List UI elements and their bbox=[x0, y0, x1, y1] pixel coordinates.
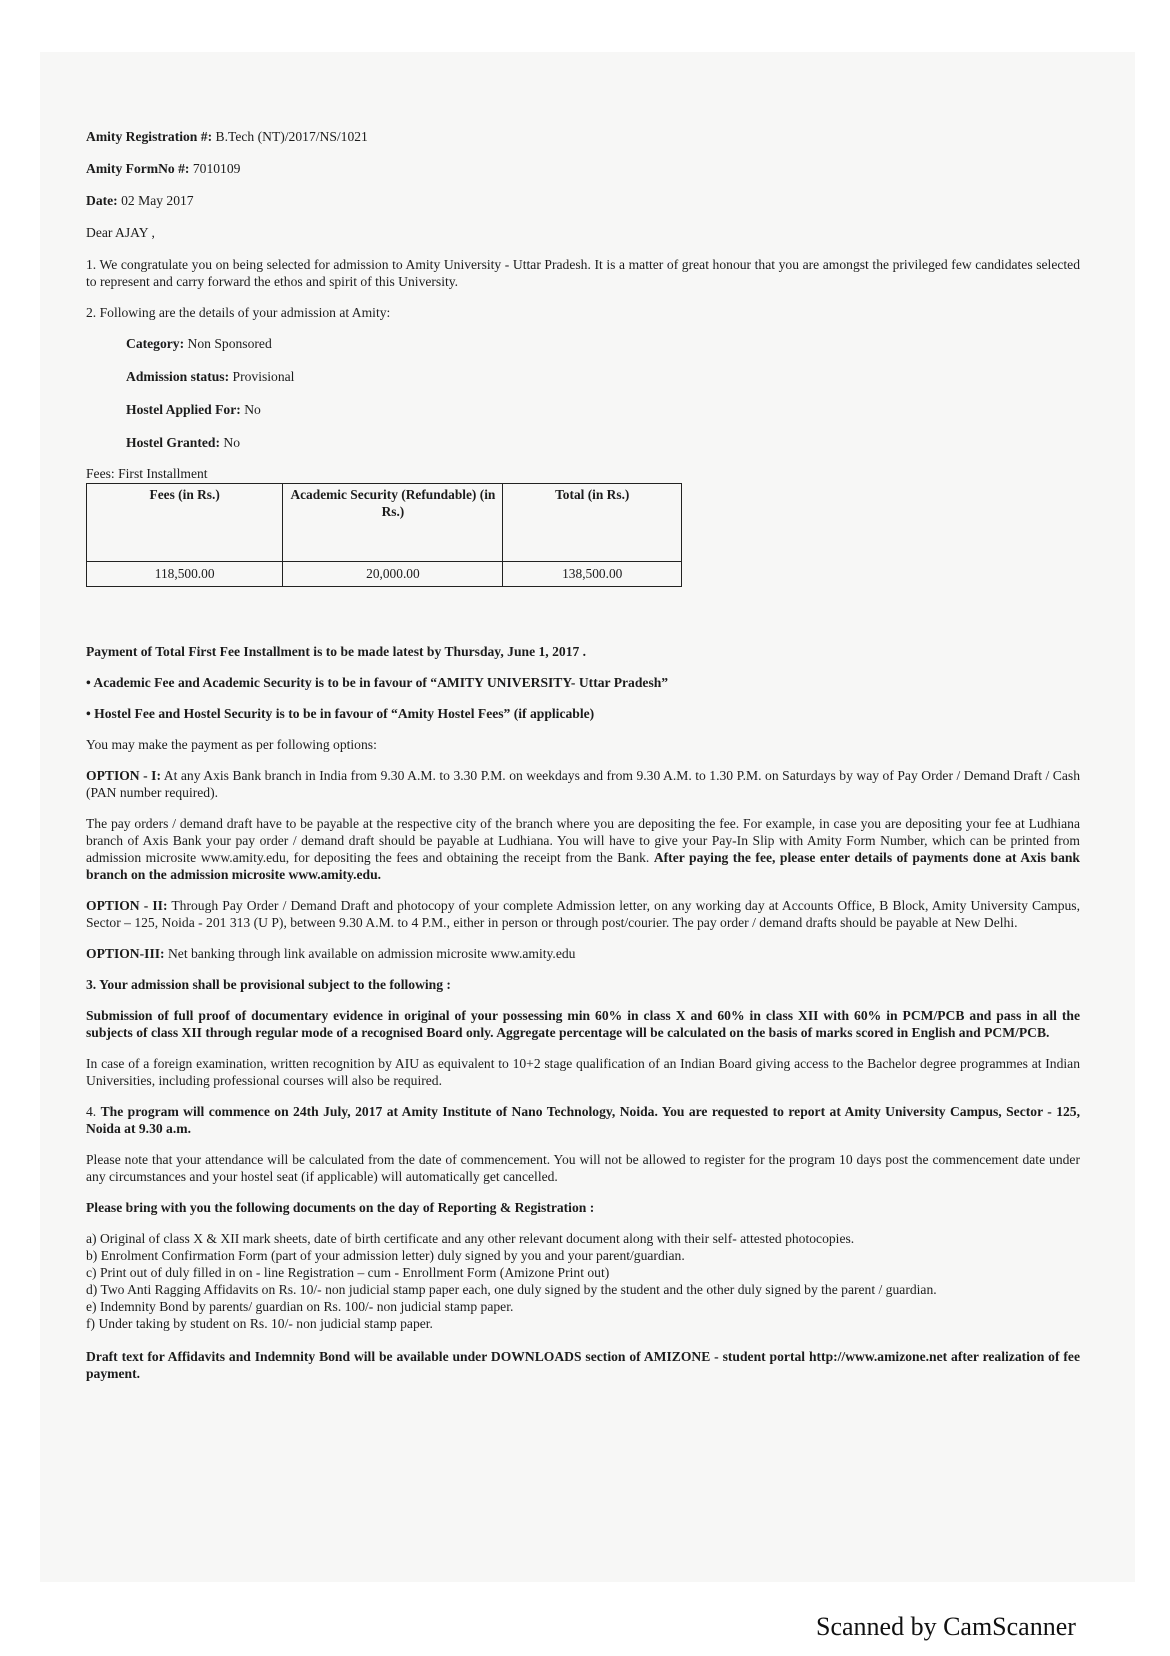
option-one-note-text: The pay orders / demand draft have to be payable at the respective city of the branch where you are depositing the fee. For example, in case you are depositing your fee at Ludhiana branch of Axis Bank your pay order / demand draft should be payable at Ludhiana. You will have to give your Pay-In Slip with Amity Form Number, which can be printed from admission microsite www.amity.edu, for depositing the fees and obtaining the receipt from the Bank. bbox=[86, 816, 1080, 865]
commencement-text: The program will commence on 24th July, 2017 at Amity Institute of Nano Technology, Noida. You are requested to report at Amity University Campus, Sector - 125, Noida at 9.30 a.m. bbox=[86, 1104, 1080, 1136]
details-intro: 2. Following are the details of your admission at Amity: bbox=[86, 305, 391, 320]
option-one-text: At any Axis Bank branch in India from 9.30 A.M. to 3.30 P.M. on weekdays and from 9.30 A.M. to 1.30 P.M. on Saturdays by way of Pay Order / Demand Draft / Cash (PAN number required). bbox=[86, 768, 1080, 800]
congratulation-paragraph: 1. We congratulate you on being selected for admission to Amity University - Uttar Pradesh. It is a matter of great honour that you are amongst the privileged few candidates selected to represent and carry forward the ethos and spirit of this University. bbox=[86, 257, 1080, 289]
payment-deadline-text: Payment of Total First Fee Installment is to be made latest by Thursday, June 1, 2017 . bbox=[86, 644, 587, 659]
form-number-line bbox=[86, 160, 1080, 177]
option-two-text: Through Pay Order / Demand Draft and photocopy of your complete Admission letter, on any working day at Accounts Office, B Block, Amity University Campus, Sector – 125, Noida - 201 313 (U P), between 9.30 A.M. to 4 P.M., either in person or through post/courier. The pay order / demand drafts should be payable at New Delhi. bbox=[86, 898, 1080, 930]
commencement-number: 4. bbox=[86, 1104, 97, 1119]
option-three-text: Net banking through link available on admission microsite www.amity.edu bbox=[167, 946, 576, 961]
option-one bbox=[86, 767, 1080, 801]
foreign-exam-paragraph: In case of a foreign examination, written recognition by AIU as equivalent to 10+2 stage qualification of an Indian Board giving access to the Bachelor degree programmes at Indian Universities, including professional courses will also be required. bbox=[86, 1056, 1080, 1088]
total-value: 138,500.00 bbox=[503, 562, 682, 587]
detail-hostel-granted bbox=[126, 434, 1080, 451]
option-three-label: OPTION-III: bbox=[86, 946, 165, 961]
fees-value: 118,500.00 bbox=[87, 562, 283, 587]
detail-label: Hostel Applied For: bbox=[126, 402, 241, 417]
documents-list bbox=[86, 1230, 1080, 1332]
option-two-label: OPTION - II: bbox=[86, 898, 168, 913]
admission-letter bbox=[86, 128, 1080, 1396]
scanner-watermark: Scanned by CamScanner bbox=[816, 1612, 1076, 1641]
draft-text: Draft text for Affidavits and Indemnity Bond will be available under DOWNLOADS section of AMIZONE - student portal http://www.amizone.net after realization of fee payment. bbox=[86, 1349, 1080, 1381]
total-header: Total (in Rs.) bbox=[503, 484, 682, 562]
documents-heading bbox=[86, 1199, 1080, 1216]
table-header-row bbox=[87, 484, 682, 562]
attendance-note: Please note that your attendance will be calculated from the date of commencement. You will not be allowed to register for the program 10 days post the commencement date under any circumstances and your hostel seat (if applicable) will automatically get cancelled. bbox=[86, 1152, 1080, 1184]
registration-value: B.Tech (NT)/2017/NS/1021 bbox=[215, 129, 368, 144]
date-value: 02 May 2017 bbox=[121, 193, 194, 208]
option-three bbox=[86, 945, 1080, 962]
registration-label: Amity Registration #: bbox=[86, 129, 213, 144]
fees-label: Fees: First Installment bbox=[86, 466, 208, 481]
salutation: Dear AJAY , bbox=[86, 225, 155, 240]
documents-heading-text: Please bring with you the following documents on the day of Reporting & Registration : bbox=[86, 1200, 595, 1215]
security-value: 20,000.00 bbox=[283, 562, 503, 587]
option-one-note bbox=[86, 815, 1080, 883]
form-number-label: Amity FormNo #: bbox=[86, 161, 190, 176]
form-number-value: 7010109 bbox=[192, 161, 241, 176]
date-label: Date: bbox=[86, 193, 118, 208]
detail-label: Category: bbox=[126, 336, 185, 351]
option-one-label: OPTION - I: bbox=[86, 768, 161, 783]
detail-label: Hostel Granted: bbox=[126, 435, 221, 450]
draft-text-paragraph bbox=[86, 1348, 1080, 1382]
bullet-academic-fee bbox=[86, 674, 1080, 691]
bullet-academic-fee-text: • Academic Fee and Academic Security is to be in favour of “AMITY UNIVERSITY- Uttar Pradesh” bbox=[86, 675, 669, 690]
fees-table bbox=[86, 483, 682, 587]
eligibility-text: Submission of full proof of documentary evidence in original of your possessing min 60% in class X and 60% in class XII with 60% in PCM/PCB and pass in all the subjects of class XII through regular mode of a recognised Board only. Aggregate percentage will be calculated on the basis of marks scored in English and PCM/PCB. bbox=[86, 1008, 1080, 1040]
date-line bbox=[86, 192, 1080, 209]
detail-hostel-applied bbox=[126, 401, 1080, 418]
list-item: a) Original of class X & XII mark sheets, date of birth certificate and any other relevant document along with their self- attested photocopies. bbox=[86, 1231, 855, 1246]
table-row bbox=[87, 562, 682, 587]
list-item: b) Enrolment Confirmation Form (part of your admission letter) duly signed by you and your parent/guardian. bbox=[86, 1248, 685, 1263]
list-item: e) Indemnity Bond by parents/ guardian on Rs. 100/- non judicial stamp paper. bbox=[86, 1299, 514, 1314]
payment-deadline bbox=[86, 643, 1080, 660]
detail-value: No bbox=[244, 402, 261, 417]
bullet-hostel-fee-text: • Hostel Fee and Hostel Security is to be in favour of “Amity Hostel Fees” (if applicable) bbox=[86, 706, 595, 721]
security-header: Academic Security (Refundable) (in Rs.) bbox=[283, 484, 503, 562]
bullet-hostel-fee bbox=[86, 705, 1080, 722]
provisional-heading-text: 3. Your admission shall be provisional subject to the following : bbox=[86, 977, 451, 992]
detail-value: No bbox=[223, 435, 241, 450]
option-two bbox=[86, 897, 1080, 931]
detail-admission-status bbox=[126, 368, 1080, 385]
provisional-heading bbox=[86, 976, 1080, 993]
option-one-note-bold: After paying the fee, please enter details of payments done at Axis bank branch on the admission microsite www.amity.edu. bbox=[86, 850, 1080, 882]
detail-value: Provisional bbox=[232, 369, 295, 384]
detail-value: Non Sponsored bbox=[187, 336, 272, 351]
fees-header: Fees (in Rs.) bbox=[87, 484, 283, 562]
registration-line bbox=[86, 128, 1080, 145]
list-item: c) Print out of duly filled in on - line Registration – cum - Enrollment Form (Amizone Print out) bbox=[86, 1265, 610, 1280]
options-intro: You may make the payment as per following options: bbox=[86, 737, 377, 752]
detail-label: Admission status: bbox=[126, 369, 230, 384]
list-item: d) Two Anti Ragging Affidavits on Rs. 10/- non judicial stamp paper each, one duly signed by the student and the other duly signed by the parent / guardian. bbox=[86, 1282, 937, 1297]
commencement-paragraph bbox=[86, 1103, 1080, 1137]
detail-category bbox=[126, 335, 1080, 352]
list-item: f) Under taking by student on Rs. 10/- non judicial stamp paper. bbox=[86, 1316, 433, 1331]
eligibility-paragraph bbox=[86, 1007, 1080, 1041]
